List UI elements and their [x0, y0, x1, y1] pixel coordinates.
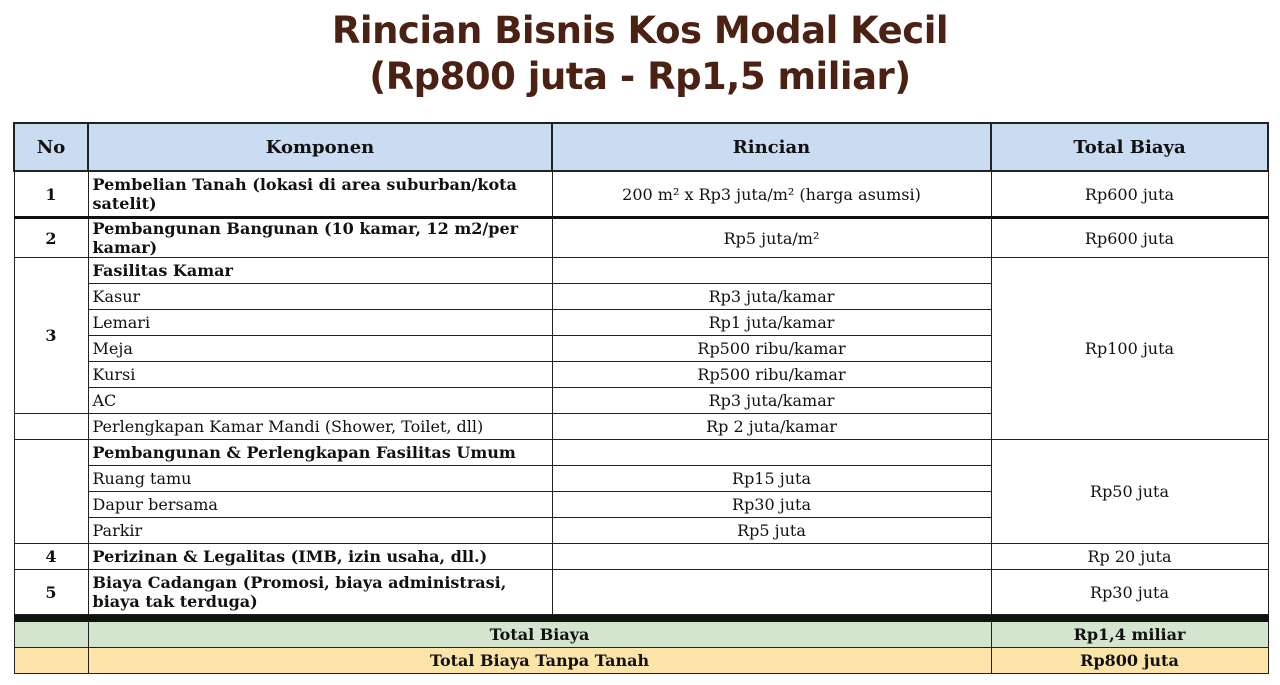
row-rincian: Rp3 juta/kamar	[552, 388, 991, 414]
row-komponen: AC	[88, 388, 552, 414]
row-rincian: Rp500 ribu/kamar	[552, 336, 991, 362]
row-komponen: Pembangunan Bangunan (10 kamar, 12 m2/per kamar)	[88, 218, 552, 258]
row-total: Rp600 juta	[991, 218, 1268, 258]
title-line-2: (Rp800 juta - Rp1,5 miliar)	[369, 55, 911, 98]
title-line-1: Rincian Bisnis Kos Modal Kecil	[331, 9, 949, 52]
table-row	[14, 570, 1268, 615]
row-no: 5	[14, 570, 88, 615]
row-total: Rp30 juta	[991, 570, 1268, 615]
row-komponen: Parkir	[88, 518, 552, 544]
row-rincian-empty	[552, 440, 991, 466]
group-total: Rp100 juta	[991, 258, 1268, 440]
row-no: 3	[14, 258, 88, 414]
separator-cell	[14, 615, 88, 622]
separator-cell	[88, 615, 552, 622]
row-komponen: Ruang tamu	[88, 466, 552, 492]
row-rincian: Rp30 juta	[552, 492, 991, 518]
total-no-empty	[14, 622, 88, 648]
row-komponen: Kursi	[88, 362, 552, 388]
total-without-land-value: Rp800 juta	[991, 648, 1268, 674]
row-rincian: Rp5 juta/m²	[552, 218, 991, 258]
row-no-empty	[14, 440, 88, 544]
table-row	[14, 258, 1268, 284]
row-rincian	[552, 570, 991, 615]
row-rincian-empty	[552, 258, 991, 284]
row-komponen: Kasur	[88, 284, 552, 310]
row-total: Rp600 juta	[991, 171, 1268, 218]
table-row	[14, 544, 1268, 570]
total-without-land-row	[14, 648, 1268, 674]
group-total: Rp50 juta	[991, 440, 1268, 544]
row-rincian: Rp5 juta	[552, 518, 991, 544]
row-komponen: Perizinan & Legalitas (IMB, izin usaha, dll.)	[88, 544, 552, 570]
group-heading: Fasilitas Kamar	[88, 258, 552, 284]
table-row	[14, 218, 1268, 258]
total-value: Rp1,4 miliar	[991, 622, 1268, 648]
row-rincian	[552, 544, 991, 570]
header-komponen: Komponen	[88, 123, 552, 171]
row-komponen: Perlengkapan Kamar Mandi (Shower, Toilet, dll)	[88, 414, 552, 440]
row-no: 2	[14, 218, 88, 258]
header-rincian: Rincian	[552, 123, 991, 171]
row-rincian: Rp500 ribu/kamar	[552, 362, 991, 388]
separator-cell	[552, 615, 991, 622]
total-row	[14, 622, 1268, 648]
header-total: Total Biaya	[991, 123, 1268, 171]
table-row	[14, 440, 1268, 466]
row-komponen: Dapur bersama	[88, 492, 552, 518]
total2-no-empty	[14, 648, 88, 674]
row-no: 1	[14, 171, 88, 218]
row-komponen: Lemari	[88, 310, 552, 336]
row-no: 4	[14, 544, 88, 570]
row-komponen: Biaya Cadangan (Promosi, biaya administrasi, biaya tak terduga)	[88, 570, 552, 615]
row-rincian: 200 m² x Rp3 juta/m² (harga asumsi)	[552, 171, 991, 218]
table-header-row	[14, 123, 1268, 171]
group-heading: Pembangunan & Perlengkapan Fasilitas Umum	[88, 440, 552, 466]
header-no: No	[14, 123, 88, 171]
row-rincian: Rp 2 juta/kamar	[552, 414, 991, 440]
row-rincian: Rp15 juta	[552, 466, 991, 492]
cost-table	[13, 122, 1269, 674]
separator-cell	[991, 615, 1268, 622]
total-without-land-label: Total Biaya Tanpa Tanah	[88, 648, 991, 674]
row-komponen: Pembelian Tanah (lokasi di area suburban/kota satelit)	[88, 171, 552, 218]
row-rincian: Rp1 juta/kamar	[552, 310, 991, 336]
row-total: Rp 20 juta	[991, 544, 1268, 570]
row-no-empty	[14, 414, 88, 440]
row-rincian: Rp3 juta/kamar	[552, 284, 991, 310]
separator-row	[14, 615, 1268, 622]
row-komponen: Meja	[88, 336, 552, 362]
page-title	[0, 8, 1280, 100]
table-row	[14, 171, 1268, 218]
total-label: Total Biaya	[88, 622, 991, 648]
